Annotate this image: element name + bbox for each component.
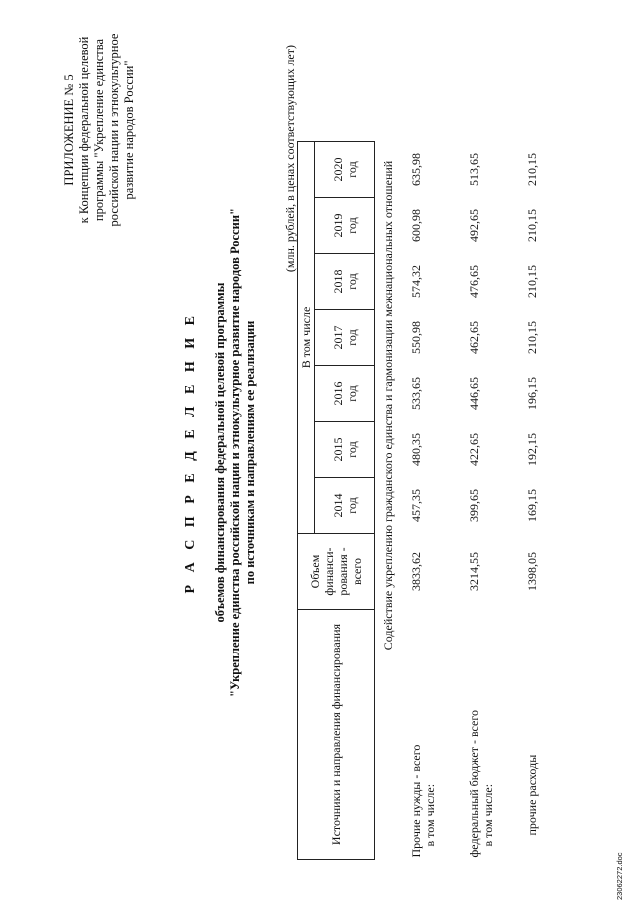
cell-2020: 513,65 — [467, 153, 481, 186]
appendix-line: ПРИЛОЖЕНИЕ № 5 — [62, 74, 76, 186]
table-row — [495, 142, 539, 860]
cell-2018: 210,15 — [525, 265, 539, 298]
header-year-2016: 2016 год — [315, 366, 375, 422]
header-year-2018: 2018 год — [315, 254, 375, 310]
cell-2014: 169,15 — [525, 489, 539, 522]
row-sublabel: в том числе: — [481, 783, 495, 847]
appendix-line: к Концепции федеральной целевой — [77, 36, 91, 224]
cell-2019: 492,65 — [467, 209, 481, 242]
cell-2020: 210,15 — [525, 153, 539, 186]
header-year-2019: 2019 год — [315, 198, 375, 254]
header-source: Источники и направления финансирования — [298, 610, 375, 860]
header-row — [298, 142, 315, 860]
cell-2017: 210,15 — [525, 321, 539, 354]
cell-2017: 462,65 — [467, 321, 481, 354]
units-note: (млн. рублей, в ценах соответствующих лет) — [283, 45, 297, 273]
cell-2017: 550,98 — [409, 321, 423, 354]
cell-2015: 192,15 — [525, 433, 539, 466]
cell-total: 3833,62 — [409, 552, 423, 591]
header-year-2020: 2020 год — [315, 142, 375, 198]
subtitle-line: объемов финансирования федеральной целевой программы — [213, 282, 227, 623]
section-title: Содействие укреплению гражданского единства и гармонизации межнациональных отношений — [381, 160, 395, 651]
cell-2016: 196,15 — [525, 377, 539, 410]
subtitle-line: "Укрепление единства российской нации и этнокультурное развитие народов России" — [228, 208, 242, 697]
table-row — [437, 142, 495, 860]
table-row — [403, 142, 437, 860]
document-title: Р А С П Р Е Д Е Л Е Н И Е — [183, 311, 198, 594]
cell-total: 3214,55 — [467, 552, 481, 591]
appendix-line: развитие народов России" — [122, 60, 136, 200]
header-year-2017: 2017 год — [315, 310, 375, 366]
cell-2019: 600,98 — [409, 209, 423, 242]
row-sublabel: в том числе: — [423, 783, 437, 847]
section-row — [375, 142, 404, 860]
cell-2018: 574,32 — [409, 265, 423, 298]
cell-2016: 446,65 — [467, 377, 481, 410]
cell-2016: 533,65 — [409, 377, 423, 410]
row-label-text: Прочие нужды - всего — [409, 744, 423, 858]
cell-2015: 480,35 — [409, 433, 423, 466]
cell-2014: 399,65 — [467, 489, 481, 522]
cell-2020: 635,98 — [409, 153, 423, 186]
row-label — [437, 610, 495, 860]
appendix-line: программы "Укрепление единства — [92, 38, 106, 222]
cell-2019: 210,15 — [525, 209, 539, 242]
subtitle-line: по источникам и направлениям ее реализации — [243, 320, 257, 585]
financing-table — [297, 141, 539, 860]
document-subtitle — [213, 0, 258, 905]
appendix-line: российской нации и этнокультурное — [107, 33, 121, 227]
cell-2018: 476,65 — [467, 265, 481, 298]
row-label — [403, 610, 437, 860]
header-total: Объем финанси-рования - всего — [298, 534, 375, 610]
row-label — [495, 610, 539, 860]
header-in-that: В том числе — [298, 142, 315, 534]
row-label-text: федеральный бюджет - всего — [467, 710, 481, 858]
row-label-text: прочие расходы — [525, 754, 539, 836]
document-code: 23062272.doc — [615, 852, 624, 900]
cell-total: 1398,05 — [525, 552, 539, 591]
header-year-2014: 2014 год — [315, 478, 375, 534]
cell-2014: 457,35 — [409, 489, 423, 522]
header-year-2015: 2015 год — [315, 422, 375, 478]
appendix-header — [62, 5, 137, 255]
cell-2015: 422,65 — [467, 433, 481, 466]
